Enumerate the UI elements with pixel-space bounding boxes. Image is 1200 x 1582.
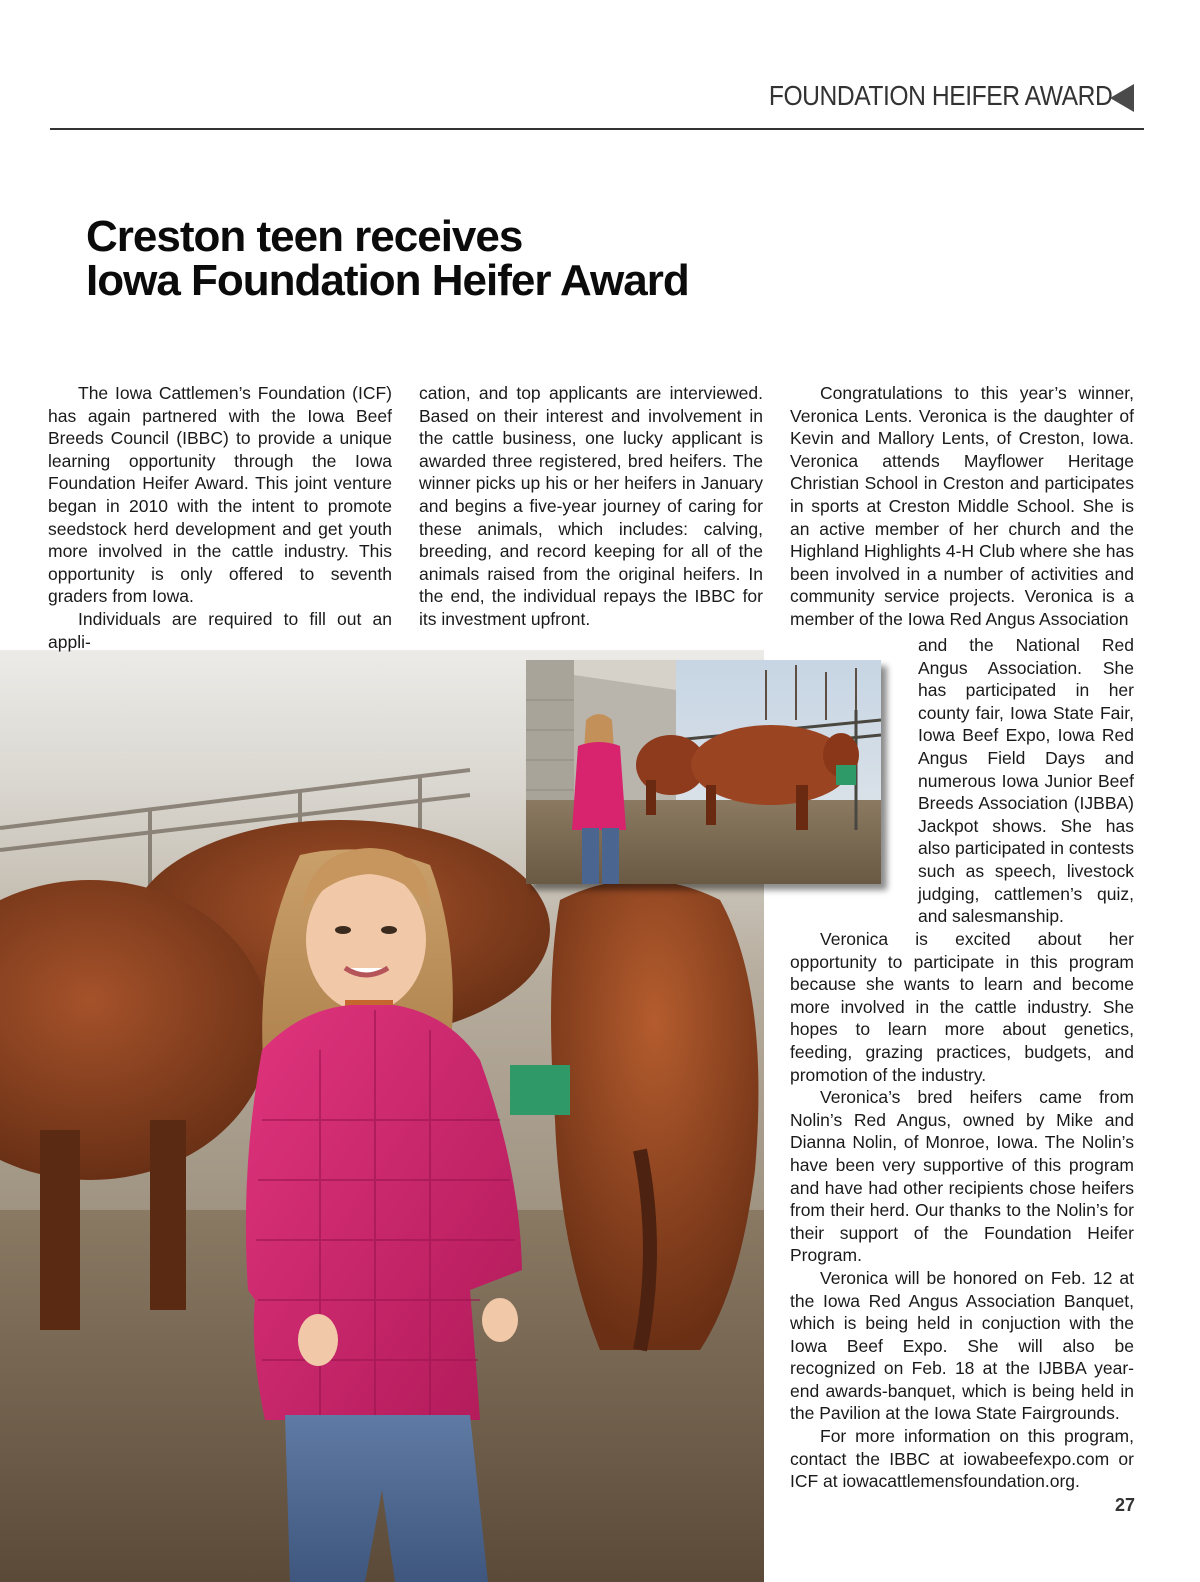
- left-triangle-icon: [1110, 84, 1134, 112]
- paragraph-application-start: Individuals are required to fill out an appli-: [48, 608, 392, 652]
- article-column-3-lower: [790, 928, 1134, 1493]
- article-column-3-wrap: [918, 634, 1134, 928]
- article-column-2: [419, 382, 763, 631]
- paragraph-intro: The Iowa Cattlemen’s Foundation (ICF) has again partnered with the Iowa Beef Breeds Council (IBBC) to provide a unique learning opportunity through the Iowa Foundation Heifer Award. This joint venture began in 2010 with the intent to promote seedstock herd development and get youth more involved in the cattle industry. This opportunity is only offered to seventh graders from Iowa.: [48, 383, 392, 607]
- paragraph-honors: Veronica will be honored on Feb. 12 at the Iowa Red Angus Association Banquet, which is being held in conjuction with the Iowa Beef Expo. She will also be recognized on Feb. 18 at the IJBBA year-end awards-banquet, which is being held in the Pavilion at the Iowa State Fairgrounds.: [790, 1267, 1134, 1424]
- paragraph-application-cont: cation, and top applicants are interviewed. Based on their interest and involvement in the cattle business, one lucky applicant is awarded three registered, bred heifers. The winner picks up his or her heifers in January and begins a five-year journey of caring for these animals, which includes: calving, breeding, and record keeping for all of the animals raised from the original heifers. In the end, the individual repays the IBBC for its investment upfront.: [419, 383, 763, 629]
- paragraph-heifers-source: Veronica’s bred heifers came from Nolin’s Red Angus, owned by Mike and Dianna Nolin, of Monroe, Iowa. The Nolin’s have been very supportive of this program and have had other recipients chose heifers from their herd. Our thanks to the Nolin’s for their support of the Foundation Heifer Program.: [790, 1087, 1134, 1266]
- inset-photo-girl-with-heifers: [526, 660, 881, 884]
- headline-line-2: Iowa Foundation Heifer Award: [86, 256, 689, 305]
- paragraph-associations: and the National Red Angus Association. She has participated in her county fair, Iowa State Fair, Iowa Beef Expo, Iowa Red Angus Field Days and numerous Iowa Junior Beef Breeds Association (IJBBA) Jackpot shows. She has also participated in contests such as speech, livestock judging, cattlemen’s quiz, and salesmanship.: [918, 635, 1134, 927]
- header-rule: [50, 128, 1144, 130]
- page-number: 27: [1114, 1495, 1135, 1515]
- paragraph-opportunity: Veronica is excited about her opportunity to participate in this program because she wants to learn and become more involved in the cattle industry. She hopes to learn more about genetics, feeding, grazing practices, budgets, and promotion of the industry.: [790, 929, 1134, 1085]
- section-label: FOUNDATION HEIFER AWARD: [768, 80, 1112, 111]
- paragraph-more-info: For more information on this program, contact the IBBC at iowabeefexpo.com or ICF at iowacattlemensfoundation.org.: [790, 1426, 1134, 1492]
- article-column-1: [48, 382, 392, 653]
- article-column-3: [790, 382, 1134, 631]
- article-headline: [86, 212, 786, 305]
- paragraph-congratulations: Congratulations to this year’s winner, Veronica Lents. Veronica is the daughter of Kevin and Mallory Lents, of Creston, Iowa. Veronica attends Mayflower Heritage Christian School in Creston and participates in sports at Creston Middle School. She is an active member of her church and the Highland Highlights 4-H Club where she has been involved in a number of activities and community service projects. Veronica is a member of the Iowa Red Angus Association: [790, 383, 1134, 629]
- headline-line-1: Creston teen receives: [86, 212, 523, 261]
